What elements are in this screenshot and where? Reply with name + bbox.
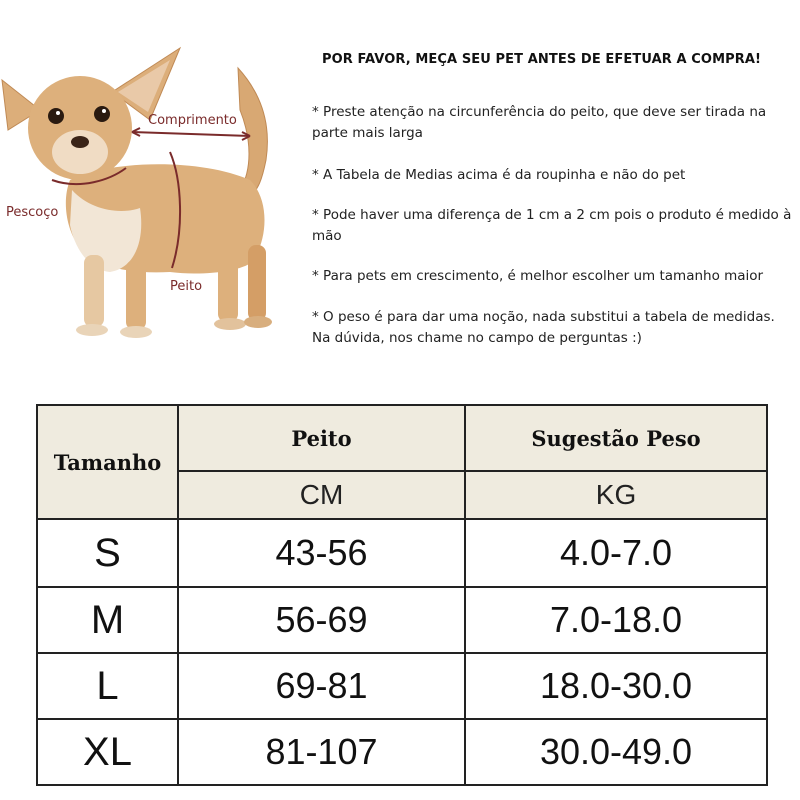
dog-eye-right xyxy=(94,106,110,122)
table-row xyxy=(37,653,767,719)
chest-cell: 69-81 xyxy=(178,653,465,719)
note-growing-pets: * Para pets em crescimento, é melhor escolher um tamanho maior xyxy=(312,268,764,284)
header-weight-unit: KG xyxy=(465,471,767,519)
chest-cell: 43-56 xyxy=(178,519,465,587)
table-row xyxy=(37,519,767,587)
dog-eye-left xyxy=(48,108,64,124)
table-row xyxy=(37,587,767,653)
header-weight: Sugestão Peso xyxy=(465,405,767,471)
length-label: Comprimento xyxy=(148,113,237,128)
dog-leg-front-left xyxy=(84,255,104,327)
header-size: Tamanho xyxy=(37,405,178,519)
note-table-garment: * A Tabela de Medias acima é da roupinha e não do pet xyxy=(312,167,686,183)
size-cell: S xyxy=(37,519,178,587)
notice-title: POR FAVOR, MEÇA SEU PET ANTES DE EFETUAR A COMPRA! xyxy=(322,52,762,67)
weight-cell: 18.0-30.0 xyxy=(465,653,767,719)
note-chest-circumference: * Preste atenção na circunferência do peito, que deve ser tirada na parte mais larga xyxy=(312,104,767,141)
header-chest: Peito xyxy=(178,405,465,471)
weight-cell: 30.0-49.0 xyxy=(465,719,767,785)
weight-cell: 7.0-18.0 xyxy=(465,587,767,653)
note-weight: * O peso é para dar uma noção, nada substitui a tabela de medidas. Na dúvida, nos chame no campo de perguntas :) xyxy=(312,309,775,346)
size-table xyxy=(36,404,768,786)
dog-leg-front-right xyxy=(126,260,146,330)
dog-measurement-illustration xyxy=(0,40,300,350)
size-cell: M xyxy=(37,587,178,653)
length-measure-arrow xyxy=(132,132,250,136)
table-row xyxy=(37,719,767,785)
chest-cell: 56-69 xyxy=(178,587,465,653)
neck-label: Pescoço xyxy=(6,205,59,220)
note-difference: * Pode haver uma diferença de 1 cm a 2 cm pois o produto é medido à mão xyxy=(312,207,792,244)
dog-leg-back-left xyxy=(218,252,238,322)
dog-nose xyxy=(71,136,89,148)
header-chest-unit: CM xyxy=(178,471,465,519)
dog-leg-back-right xyxy=(248,245,266,321)
weight-cell: 4.0-7.0 xyxy=(465,519,767,587)
chest-cell: 81-107 xyxy=(178,719,465,785)
size-cell: XL xyxy=(37,719,178,785)
chest-label: Peito xyxy=(170,279,203,294)
size-cell: L xyxy=(37,653,178,719)
